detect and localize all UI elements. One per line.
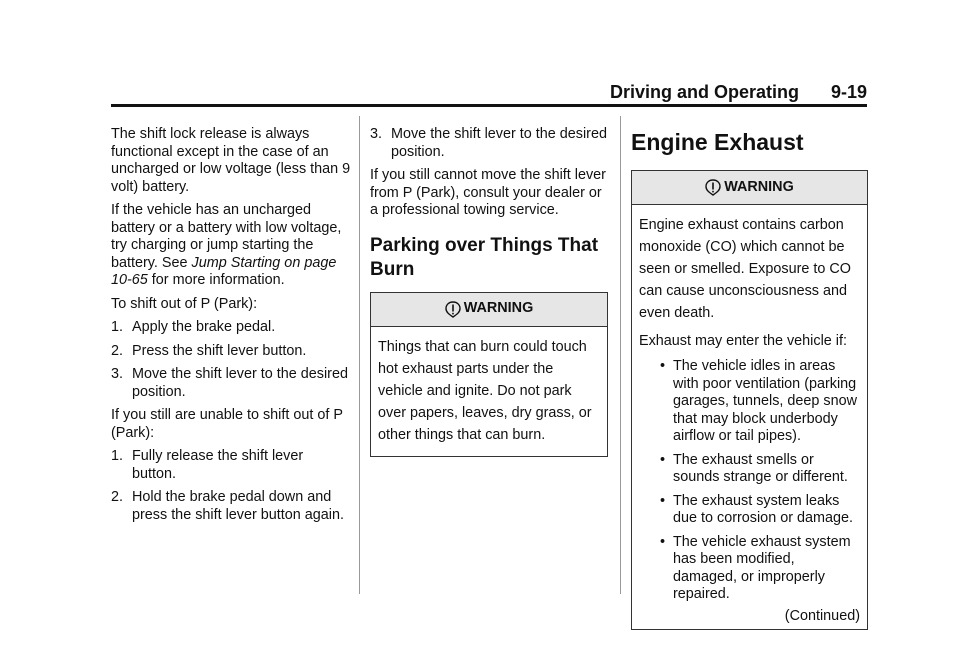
list-item [370,126,608,161]
bullet-item [639,534,860,604]
text-run: for more information. [147,272,285,288]
page-number: 9-19 [830,82,867,102]
step-text: Fully release the shift lever button. [132,448,304,482]
list-item [111,343,351,361]
page-header [111,78,867,107]
bullet-icon: • [660,533,666,550]
bullet-icon: • [660,451,666,468]
warning-icon [705,179,721,196]
warning-text: Exhaust may enter the vehicle if: [639,333,847,349]
bullet-item [639,452,860,487]
step-text: Apply the brake pedal. [132,319,276,335]
bullet-text: The vehicle idles in areas with poor ventilation (parking garages, tunnels, deep snow that may block underbody airflow or tail pipes). [673,358,858,444]
step-number: 2. [111,342,124,359]
text-run: If the vehicle has an uncharged battery or a battery with low voltage, try charging or jump starting the battery. See [111,202,342,271]
bullet-text: The vehicle exhaust system has been modified, damaged, or improperly repaired. [673,533,851,602]
paragraph: To shift out of P (Park): [111,295,258,312]
warning-box [370,292,608,457]
step-number: 3. [111,366,124,382]
column-divider-2 [620,116,621,594]
section-title: Driving and Operating [609,82,799,102]
list-item [111,319,351,337]
bullet-text: The exhaust system leaks due to corrosion or damage. [673,492,853,526]
bullet-item [639,358,860,446]
warning-header [371,293,607,327]
step-text: Move the shift lever to the desired position. [132,366,348,400]
section-heading: Engine Exhaust [631,129,804,155]
warning-header [632,171,867,205]
step-number: 1. [111,448,124,464]
cross-reference-link[interactable]: Jump Starting on page 10-65 [111,254,337,288]
bullet-icon: • [660,492,666,509]
column-1 [111,126,351,530]
step-text: Press the shift lever button. [132,342,307,359]
section-heading: Parking over Things That Burn [370,234,599,280]
warning-text: Things that can burn could touch hot exhaust parts under the vehicle and ignite. Do not park over papers, leaves, dry grass, or other things that can burn. [378,338,592,443]
warning-label: WARNING [463,300,534,317]
warning-box [631,170,868,630]
list-item [111,448,351,483]
paragraph [111,202,351,290]
warning-body [371,327,607,456]
warning-label: WARNING [724,178,794,195]
paragraph: If you still are unable to shift out of P (Park): [111,407,343,441]
continued-note: (Continued) [784,607,860,624]
warning-icon [445,301,461,318]
column-3 [631,128,868,630]
step-number: 3. [370,126,383,142]
step-text: Move the shift lever to the desired position. [391,126,607,160]
column-divider-1 [359,116,360,594]
step-number: 2. [111,489,124,505]
paragraph: If you still cannot move the shift lever from P (Park), consult your dealer or a professional towing service. [370,167,606,218]
step-number: 1. [111,319,124,335]
paragraph: The shift lock release is always functional except in the case of an uncharged or low voltage (less than 9 volt) battery. [111,126,351,195]
list-item [111,489,351,524]
bullet-text: The exhaust smells or sounds strange or different. [673,451,848,485]
list-item [111,366,351,401]
bullet-icon: • [660,358,666,374]
step-text: Hold the brake pedal down and press the shift lever button again. [132,489,344,523]
warning-text: Engine exhaust contains carbon monoxide (CO) which cannot be seen or smelled. Exposure to CO can cause unconsciousness and even death. [639,217,851,321]
column-2 [370,126,608,457]
bullet-item [639,493,860,528]
warning-body [632,205,867,629]
